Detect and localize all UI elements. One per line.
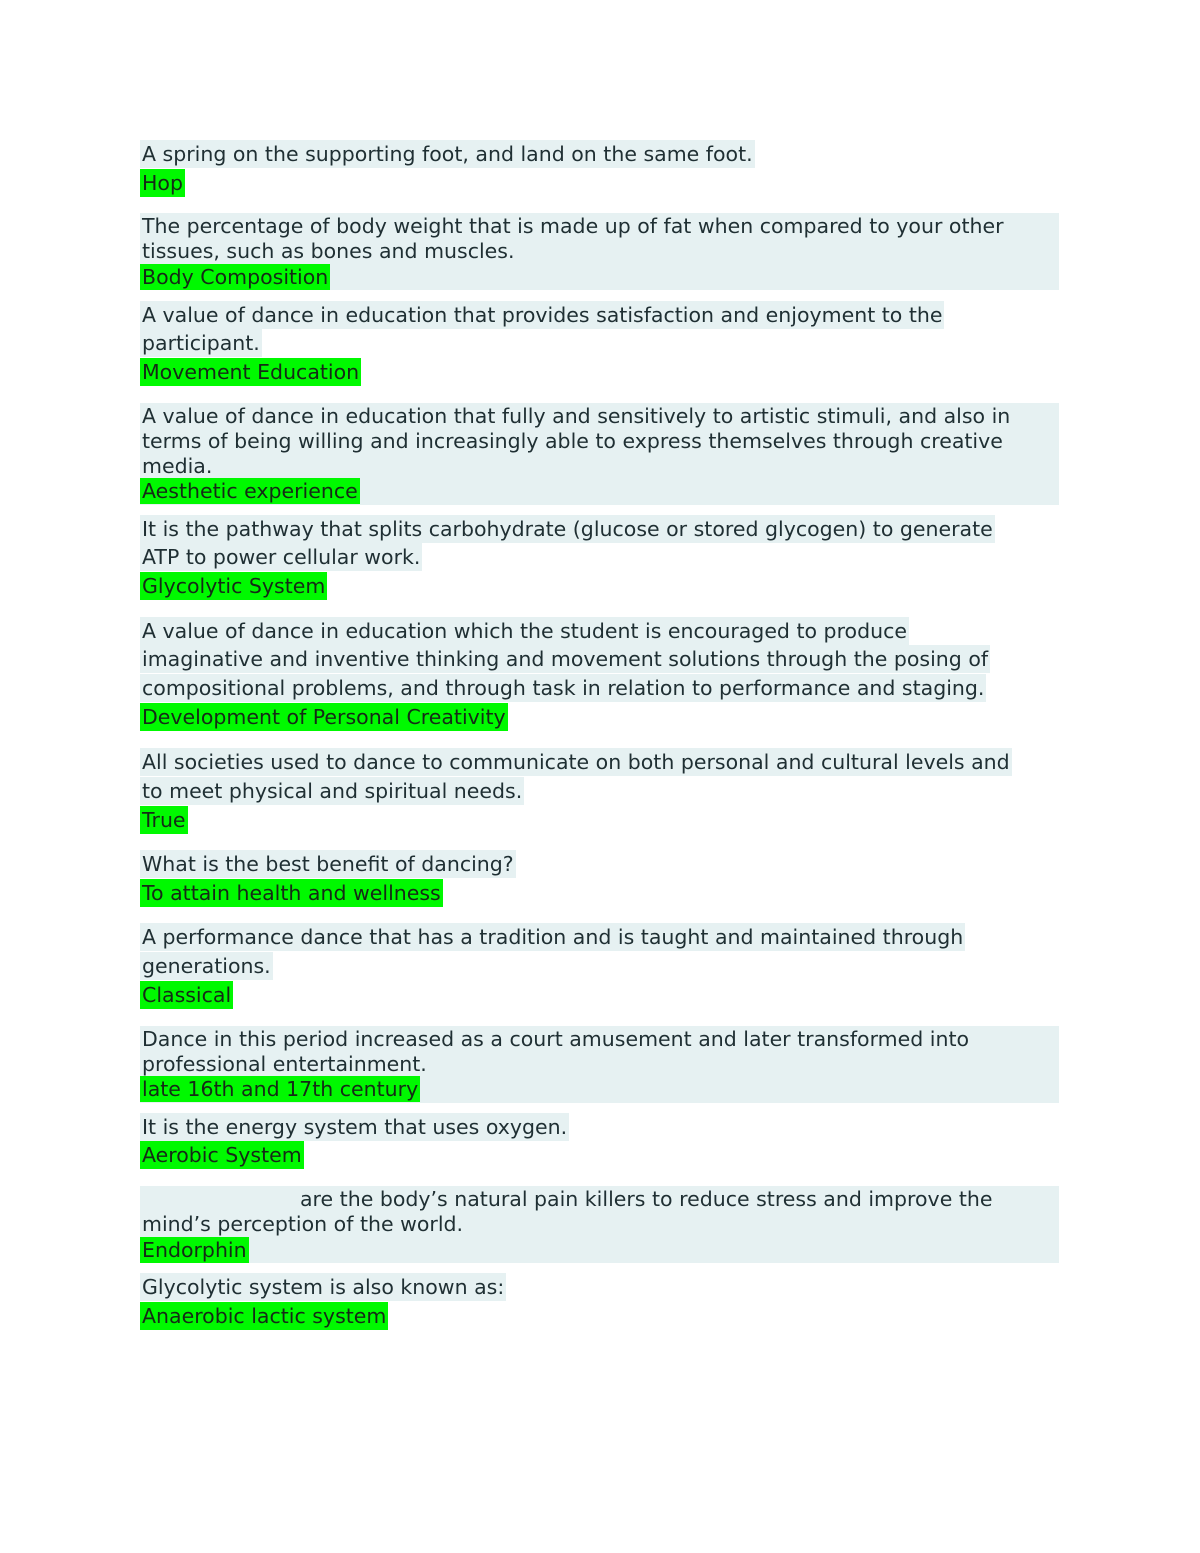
question-text: media. xyxy=(142,454,213,478)
question-text: tissues, such as bones and muscles. xyxy=(142,239,515,263)
question-text: The percentage of body weight that is made up of fat when compared to your other xyxy=(142,214,1004,238)
question-block xyxy=(140,1026,1059,1103)
answer-text: Hop xyxy=(142,171,183,195)
answer-text: Anaerobic lactic system xyxy=(142,1304,387,1328)
answer-text: Body Composition xyxy=(142,265,329,289)
answer-text: late 16th and 17th century xyxy=(142,1077,419,1101)
question-text: Dance in this period increased as a court amusement and later transformed into xyxy=(142,1027,970,1051)
question-text: A value of dance in education that provides satisfaction and enjoyment to the xyxy=(142,303,943,327)
question-text: A spring on the supporting foot, and land on the same foot. xyxy=(142,142,753,166)
question-text: professional entertainment. xyxy=(142,1052,427,1076)
question-text: to meet physical and spiritual needs. xyxy=(142,779,523,803)
answer-text: Movement Education xyxy=(142,360,360,384)
answer-text: Aerobic System xyxy=(142,1143,302,1167)
answer-text: Aesthetic experience xyxy=(142,479,358,503)
question-text: participant. xyxy=(142,331,260,355)
answer-text: Development of Personal Creativity xyxy=(142,705,506,729)
question-text: A value of dance in education that fully and sensitively to artistic stimuli, and also in xyxy=(142,404,1011,428)
question-text: It is the pathway that splits carbohydrate (glucose or stored glycogen) to generate xyxy=(142,517,993,541)
answer-text: True xyxy=(142,808,186,832)
question-text: terms of being willing and increasingly able to express themselves through creative xyxy=(142,429,1003,453)
question-text: compositional problems, and through task in relation to performance and staging. xyxy=(142,676,985,700)
question-text: It is the energy system that uses oxygen. xyxy=(142,1115,568,1139)
question-text: A value of dance in education which the student is encouraged to produce xyxy=(142,619,907,643)
question-text: are the body’s natural pain killers to reduce stress and improve the xyxy=(300,1187,993,1211)
question-text: Glycolytic system is also known as: xyxy=(142,1275,505,1299)
answer-text: To attain health and wellness xyxy=(142,881,441,905)
answer-text: Classical xyxy=(142,983,232,1007)
question-block xyxy=(140,213,1059,290)
answer-text: Glycolytic System xyxy=(142,574,326,598)
question-text: imaginative and inventive thinking and movement solutions through the posing of xyxy=(142,647,989,671)
question-block xyxy=(140,1186,1059,1263)
question-text: mind’s perception of the world. xyxy=(142,1212,464,1236)
question-text: What is the best benefit of dancing? xyxy=(142,852,514,876)
question-text: ATP to power cellular work. xyxy=(142,545,421,569)
answer-text: Endorphin xyxy=(142,1238,247,1262)
question-text: generations. xyxy=(142,954,271,978)
question-text: A performance dance that has a tradition and is taught and maintained through xyxy=(142,925,964,949)
question-text: All societies used to dance to communicate on both personal and cultural levels and xyxy=(142,750,1010,774)
question-block xyxy=(140,403,1059,505)
